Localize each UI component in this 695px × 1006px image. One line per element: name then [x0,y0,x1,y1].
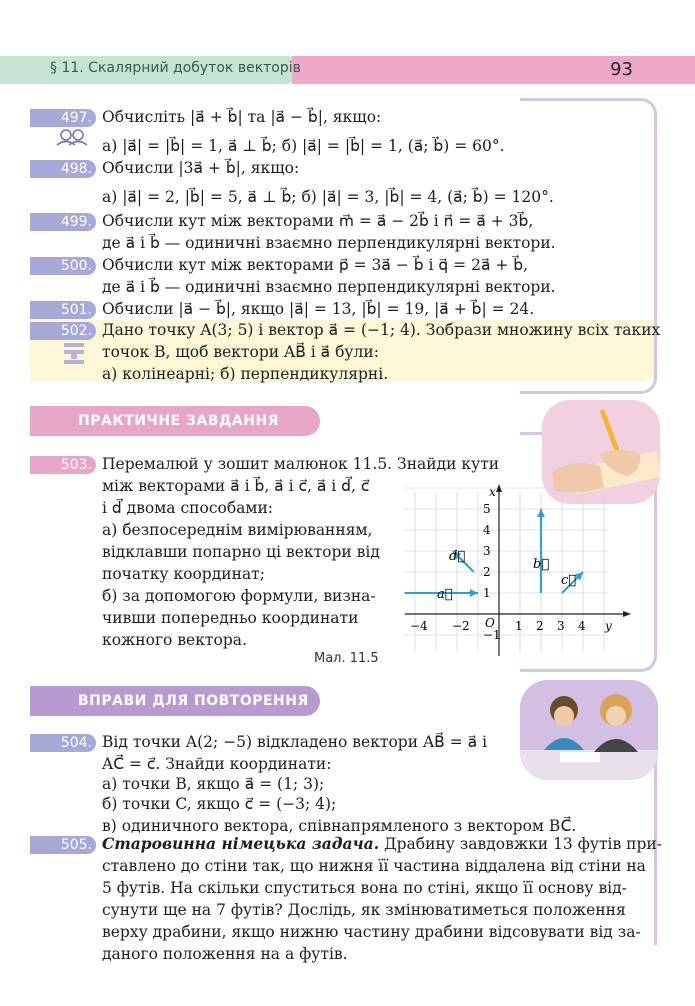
problem-number-499: 499. [30,213,96,231]
y-tick-label: 4 [483,523,491,537]
vector-c-label: c⃗ [561,573,577,588]
problem-498-line-2: а) |a⃗| = 2, |b⃗| = 5, a⃗ ⊥ b⃗; б) |a⃗| = 3, |b⃗| = 4, (a⃗; b⃗) = 120°. [102,188,554,206]
problem-505-line-1-text: Драбину завдовжки 13 футів при- [379,835,662,853]
computer-task-icon [62,342,86,368]
problem-502-line-3: а) колінеарні; б) перпендикулярні. [102,365,389,383]
problem-503-line-7: б) за допомогою формули, визна- [102,587,376,605]
problem-number-504: 504. [30,734,96,752]
problem-501-line-1: Обчисли |a⃗ − b⃗|, якщо |a⃗| = 13, |b⃗| = 19, |a⃗ + b⃗| = 24. [102,300,535,318]
problem-505-line-3: 5 футів. На скільки спуститься вона по стіні, якщо її основу від- [102,879,627,897]
pair-work-icon [54,128,90,146]
problem-497-line-1: Обчисліть |a⃗ + b⃗| та |a⃗ − b⃗|, якщо: [102,108,382,126]
y-tick-label: −1 [483,628,501,642]
problem-504-line-2: AC⃗ = c⃗. Знайди координати: [102,755,332,773]
problem-503-line-6: початку координат; [102,565,265,583]
problem-500-line-2: де a⃗ і b⃗ — одиничні взаємно перпендикулярні вектори. [102,278,556,296]
y-tick-label: 2 [483,565,491,579]
problem-505-line-5: верху драбини, якщо нижню частину драбини відсовувати від за- [102,923,641,941]
problem-504-line-4: б) точки C, якщо c⃗ = (−3; 4); [102,795,337,813]
vector-b-arrow-head [537,509,545,517]
x-tick-label: 2 [536,619,544,633]
problem-499-line-1: Обчисли кут між векторами m⃗ = a⃗ − 2b⃗ і n⃗ = a⃗ + 3b⃗, [102,212,534,230]
problem-499-line-2: де a⃗ і b⃗ — одиничні взаємно перпендикулярні вектори. [102,234,556,252]
problem-502-line-1: Дано точку A(3; 5) і вектор a⃗ = (−1; 4). Зобрази множину всіх таких [102,321,661,339]
problem-number-505: 505. [30,836,96,854]
page-title: § 11. Скалярний добуток векторів [50,60,301,76]
problem-number-501: 501. [30,301,96,319]
problem-number-503: 503. [30,456,96,474]
x-tick-label: 3 [557,619,565,633]
vector-grid-figure [385,484,635,660]
problem-504-line-1: Від точки A(2; −5) відкладено вектори AB⃗ = a⃗ і [102,733,488,751]
x-tick-label: 1 [515,619,523,633]
problem-505-title: Старовинна німецька задача. [102,834,380,853]
origin-label: O [485,616,495,630]
problem-502-line-2: точок B, щоб вектори AB⃗ і a⃗ були: [102,343,379,361]
x-tick-label: −4 [410,619,428,633]
y-tick-label: 5 [483,502,491,516]
problem-497-line-2: а) |a⃗| = |b⃗| = 1, a⃗ ⊥ b⃗; б) |a⃗| = |b⃗| = 1, (a⃗; b⃗) = 60°. [102,137,505,155]
problem-500-line-1: Обчисли кут між векторами p⃗ = 3a⃗ − b⃗ і q⃗ = 2a⃗ + b⃗, [102,256,529,274]
problem-505-line-4: сунути ще на 7 футів? Дослідь, як змінюватиметься положення [102,901,626,919]
problem-505-line-6: даного положення на a футів. [102,945,348,963]
problem-number-500: 500. [30,257,96,275]
problem-504-line-3: а) точки B, якщо a⃗ = (1; 3); [102,775,325,793]
two-students-illustration [520,680,658,780]
page-number: 93 [610,59,633,80]
problem-number-497: 497. [30,109,96,127]
x-tick-label: 4 [578,619,586,633]
problem-505-line-2: ставлено до стіни так, що нижня її частина віддалена від стіни на [102,857,646,875]
problem-503-line-1: Перемалюй у зошит малюнок 11.5. Знайди кути [102,455,500,473]
vector-b-label: b⃗ [533,557,550,572]
problem-503-line-9: кожного вектора. [102,631,247,649]
problem-503-line-8: чивши попередньо координати [102,609,359,627]
vector-d-label: d⃗ [449,549,466,564]
header-right-band [292,56,695,84]
y-tick-label: 3 [483,544,491,558]
y-tick-label: 1 [483,586,491,600]
problem-503-line-4: а) безпосереднім вимірюванням, [102,521,373,539]
figure-caption: Мал. 11.5 [314,651,379,666]
horizontal-axis-label: y [605,619,612,633]
horizontal-axis-arrow [623,611,631,617]
students-photo [520,680,658,780]
problem-498-line-1: Обчисли |3a⃗ + b⃗|, якщо: [102,159,300,177]
section-review-title: ВПРАВИ ДЛЯ ПОВТОРЕННЯ [30,686,320,716]
x-tick-label: −2 [452,619,470,633]
problem-504-line-5: в) одиничного вектора, співнапрямленого з вектором BC⃗. [102,817,577,835]
problem-number-498: 498. [30,160,96,178]
section-practice-title: ПРАКТИЧНЕ ЗАВДАННЯ [30,406,320,436]
problem-503-line-3: і d⃗ двома способами: [102,499,274,517]
vector-a-label: a⃗ [437,587,453,602]
problem-503-line-5: відклавши попарно ці вектори від [102,543,380,561]
problem-503-line-2: між векторами a⃗ і b⃗, a⃗ і c⃗, a⃗ і d⃗, c⃗ [102,477,370,495]
vector-a-arrow-head [470,589,478,597]
vertical-axis-label: x [489,485,496,499]
problem-505-line-1 [102,834,662,854]
problem-number-502: 502. [30,322,96,340]
